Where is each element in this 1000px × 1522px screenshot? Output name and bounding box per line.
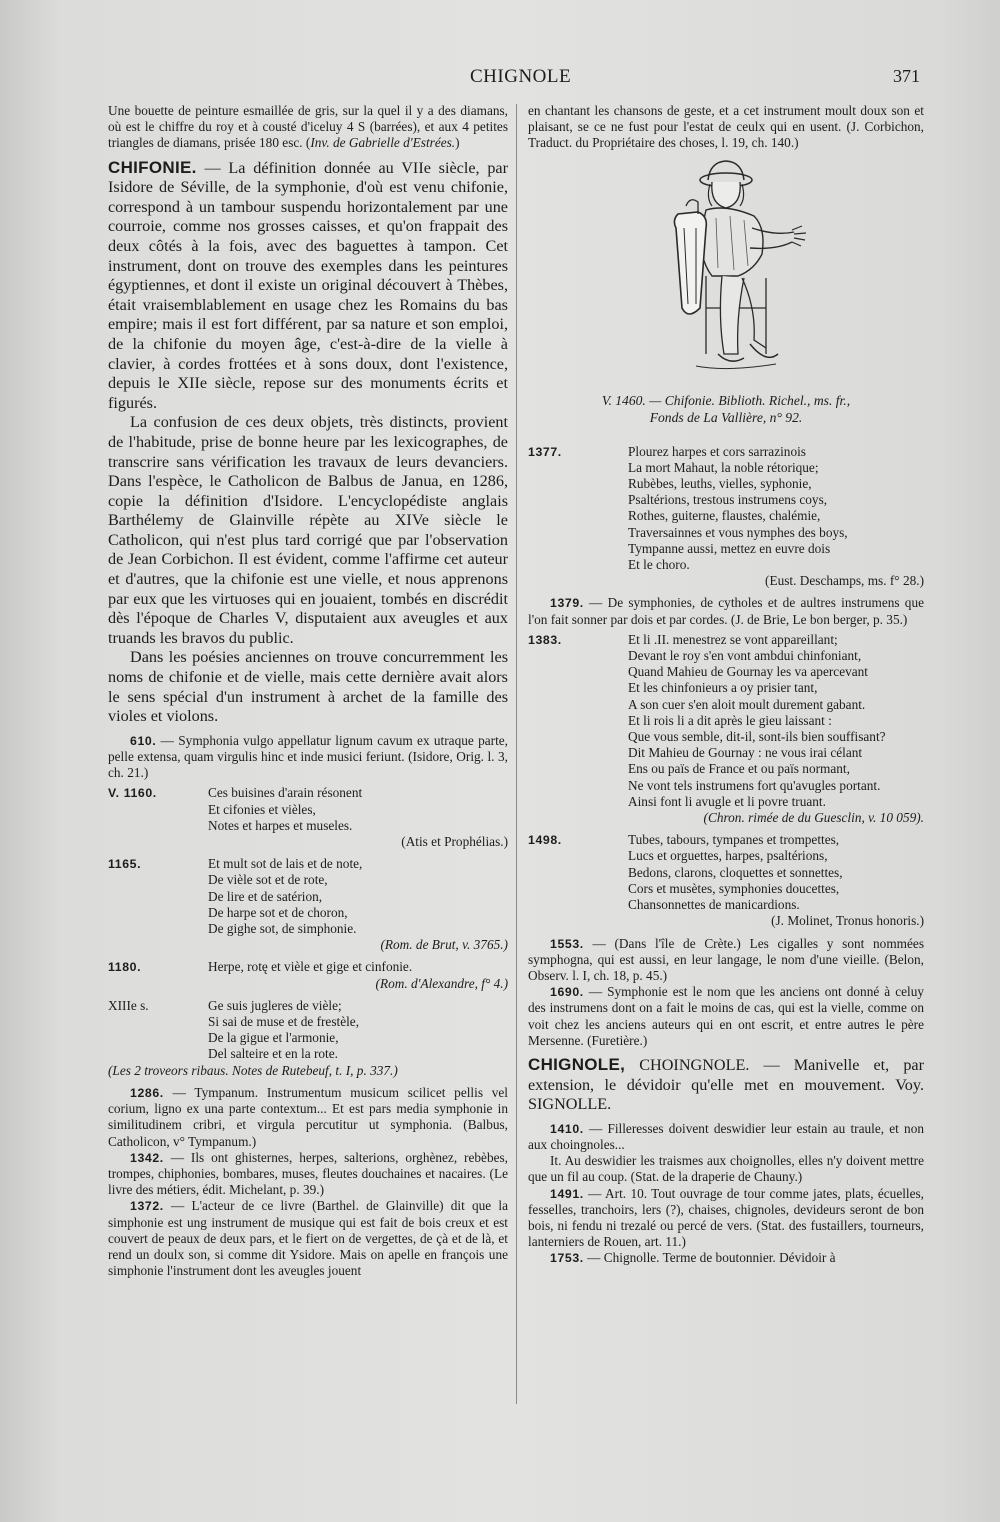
left-column xyxy=(108,103,508,1279)
quote-1377 xyxy=(528,444,924,590)
quote-source: (J. Molinet, Tronus honoris.) xyxy=(771,913,924,929)
verse-line: Psaltérions, trestous instrumens coys, xyxy=(628,492,828,508)
quote-1165 xyxy=(108,856,508,953)
quote-1379 xyxy=(528,595,924,627)
quote-1498 xyxy=(528,832,924,929)
quote-date: 1342. xyxy=(130,1150,164,1165)
quote-1383 xyxy=(528,632,924,826)
verse-line: La mort Mahaut, la noble rétorique; xyxy=(628,459,819,475)
chifonie-entry xyxy=(108,158,508,414)
intro-close: ) xyxy=(455,135,460,151)
verse-line: De harpe sot et de choron, xyxy=(208,904,348,920)
quote-text: — Ils ont ghisternes, herpes, salterions, orghènez, rebèbes, trompes, chiphonies, bombares, muses, fleutes douchaines et nacaires. (Le livre des métiers, édit. Michelant, p. 39.) xyxy=(108,1149,508,1198)
verse-line: Devant le roy s'en vont ambdui chinfoniant, xyxy=(628,648,862,664)
verse-line: Ne vont tels instrumens fort qu'avugles portant. xyxy=(628,777,881,793)
verse-line: Herpe, rotę et vièle et gige et cinfonie. xyxy=(208,959,413,975)
chifonie-paragraph-2: La confusion de ces deux objets, très distincts, provient de l'habitude, prise de bonne heure par les lexicographes, de transcrire sans vérification les travaux de leurs devanciers. Dans l'espèce, le Catholicon de Balbus de Janua, en 1286, copie la définition d'Isidore. L'encyclopédiste anglais Barthélemy de Glainville répète au XIVe siècle le Catholicon, qui n'est plus tard corrigé que par l'observation de Jean Corbichon. Il est évident, comme l'affirme cet auteur et d'autres, que la chifonie est une vielle, et nous apprenons par eux que les virtuoses qui en jouaient, tombés en discrédit dès l'époque de Charles V, disputaient aux aveugles et aux truands les bravos du public. xyxy=(108,413,508,647)
quote-1342 xyxy=(108,1150,508,1199)
quote-text: — Chignolle. Terme de boutonnier. Dévidoir à xyxy=(587,1250,836,1266)
verse-line: Tympanne aussi, mettez en euvre dois xyxy=(628,540,831,556)
verse-line: De gighe sot, de simphonie. xyxy=(208,921,357,937)
intro-line: il y a des diamans, où est le chiffre du roy et à cousté xyxy=(108,103,508,135)
entry-title-chignole: CHIGNOLE, xyxy=(528,1054,626,1074)
verse-line: Bedons, clarons, cloquettes et sonnettes, xyxy=(628,864,843,880)
quote-date: 1491. xyxy=(550,1186,584,1201)
verse-line: Rubèbes, leuths, vielles, syphonie, xyxy=(628,476,812,492)
quote-1410-item: It. Au deswidier les traismes aux choignolles, elles n'y doivent mettre que un fil au coup. (Stat. de la draperie de Chauny.) xyxy=(528,1153,924,1185)
verse-line: Que vous semble, dit-il, sont-ils bien souffisant? xyxy=(628,729,886,745)
verse-line: De vièle sot et de rote, xyxy=(208,872,328,888)
quote-date: 1383. xyxy=(528,632,562,647)
quote-date: V. 1160. xyxy=(108,786,157,801)
quote-text: — Filleresses doivent deswidier leur estain au traule, et non aux choingnoles... xyxy=(528,1120,924,1152)
quote-1553 xyxy=(528,936,924,985)
quote-date: 1372. xyxy=(130,1199,164,1214)
quote-source: (Rom. de Brut, v. 3765.) xyxy=(380,937,508,953)
verse-line: De lire et de satérion, xyxy=(208,888,323,904)
quote-date: 1286. xyxy=(130,1085,164,1100)
verse-line: Rothes, guiterne, flaustes, chalémie, xyxy=(628,508,821,524)
quote-1180 xyxy=(108,959,508,991)
quote-1410 xyxy=(528,1121,924,1153)
running-title: CHIGNOLE xyxy=(470,66,572,87)
verse-line: Lucs et orguettes, harpes, psaltérions, xyxy=(628,848,828,864)
verse-line: A son cuer s'en aloit moult durement gabant. xyxy=(628,696,866,712)
verse-line: De la gigue et l'armonie, xyxy=(208,1030,339,1046)
chifonie-paragraph-1: — La définition donnée au VIIe siècle, par Isidore de Séville, de la symphonie, d'où est venu chifonie, correspond à un tambour suspendu horizontalement par une courroie, comme nos grosses caisses, et qu'on frappait des deux côtés à la fois, avec des baguettes à tampon. Cet instrument, dont on trouve des exemples dans les peintures égyptiennes, et dont il existe un original découvert à Thèbes, était vraisemblablement en usage chez les Romains du bas empire; mais il est fort différent, par sa nature et son emploi, de la chifonie du moyen âge, c'est-à-dire de la vielle à clavier, à cordes frottées et à sons doux, dont l'existence, depuis le XIIe siècle, repose sur des monuments écrits et figurés. xyxy=(108,158,509,412)
verse-line: Et mult sot de lais et de note, xyxy=(208,856,363,872)
column-divider xyxy=(516,104,517,1404)
quote-date: 1498. xyxy=(528,833,562,848)
quote-source: (Atis et Prophélias.) xyxy=(401,834,508,850)
entry-variant: CHOINGNOLE. xyxy=(639,1055,750,1074)
chignole-entry xyxy=(528,1055,924,1115)
quote-text: — L'acteur de ce livre (Barthel. de Glainville) dit que la simphonie est ung instrument de musique qui est fait de bois creux et est couvert de peaux de deux pars, et le fiert on de vergettes, de çà et de là, et rend un doulx son, si comme dit Ysidore. Mais on apelle en françois une simphonie l'instrument dont les aveugles jouent xyxy=(108,1198,508,1279)
quote-source: (Eust. Deschamps, ms. f° 28.) xyxy=(765,573,924,589)
quote-1286 xyxy=(108,1085,508,1150)
verse-line: Ces buisines d'arain résonent xyxy=(208,785,363,801)
quote-date: 1410. xyxy=(550,1121,584,1136)
verse-line: Et li rois li a dit après le gieu laissant : xyxy=(628,712,832,728)
verse-line: Cors et musètes, symphonies doucettes, xyxy=(628,880,840,896)
verse-line: Et cifonies et vièles, xyxy=(208,801,316,817)
verse-line: Et les chinfonieurs a oy prisier tant, xyxy=(628,680,818,696)
verse-line: Quand Mahieu de Gournay les va apercevant xyxy=(628,664,868,680)
quote-text: — Symphonia vulgo appellatur lignum cavum ex utraque parte, pelle extensa, quam virgulis hinc et inde musici feriunt. (Isidore, Orig. l. 3, ch. 21.) xyxy=(108,732,509,781)
verse-line: Ainsi font li avugle et li povre truant. xyxy=(628,793,826,809)
quote-date: 610. xyxy=(130,733,157,748)
verse-line: Et li .II. menestrez se vont appareillant; xyxy=(628,631,838,647)
quote-1491 xyxy=(528,1186,924,1251)
quote-text: — Symphonie est le nom que les anciens ont donné à celuy des instrumens dont on a fait le moins de cas, qui est la vielle, comme on voit chez les anciens auteurs qui en ont escrit, et entre autres le père Mersenne. (Furetière.) xyxy=(528,984,924,1048)
quote-1372 xyxy=(108,1198,508,1279)
entry-title-chifonie: CHIFONIE. xyxy=(108,157,197,177)
intro-line: Une bouette de peinture esmaillée de gris, sur la quel xyxy=(108,103,401,118)
chignole-definition: — Manivelle et, par extension, le dévidoir qu'elle met en mouvement. Voy. SIGNOLLE. xyxy=(528,1055,924,1114)
intro-line: d'iceluy 4 S (barrées), et aux 4 petites triangles de diamans, xyxy=(108,119,508,151)
quote-text: — De symphonies, de cytholes et de aultres instrumens que l'on fait sonner par dois et par cordes. (J. de Brie, Le bon berger, p. 35.) xyxy=(528,595,924,627)
quote-date: 1180. xyxy=(108,960,142,975)
chifonie-player-illustration-icon xyxy=(626,158,826,388)
quote-source: (Les 2 troveors ribaus. Notes de Rutebeuf, t. I, p. 337.) xyxy=(108,1062,398,1078)
intro-line: prisée 180 esc. ( xyxy=(223,135,311,151)
quote-13th-century xyxy=(108,998,508,1079)
figure-caption-line: V. 1460. — Chifonie. Biblioth. Richel., ms. fr., xyxy=(601,392,851,408)
page-number: 371 xyxy=(893,66,920,86)
page-header xyxy=(0,66,1000,92)
verse-line: Et le choro. xyxy=(628,557,690,573)
verse-line: Chansonnettes de manicardions. xyxy=(628,897,800,913)
verse-line: Ens ou païs de France et ou païs normant, xyxy=(628,761,850,777)
quote-1160 xyxy=(108,785,508,850)
quote-1372-continued: en chantant les chansons de geste, et a cet instrument moult doux son et plaisant, se ce ne fust pour l'estat de ceulx qui en usent. (J. Corbichon, Traduct. du Propriétaire des choses, l. 19, ch. 140.) xyxy=(528,103,924,151)
quote-date: 1753. xyxy=(550,1251,584,1266)
verse-line: Plourez harpes et cors sarrazinois xyxy=(628,443,806,459)
quote-source: (Rom. d'Alexandre, f° 4.) xyxy=(375,975,508,991)
quote-date: 1379. xyxy=(550,596,584,611)
quote-1753 xyxy=(528,1250,924,1266)
quote-text: — Art. 10. Tout ouvrage de tour comme jates, plats, écuelles, fesselles, tranchoirs, lers (?), chaises, chignoles, devideurs seront de bon bois, ni fendu ni trezalé ou percé de vers. (Stat. des fustaillers, tourneurs, lanterniers de Rouen, art. 11.) xyxy=(528,1185,925,1250)
verse-line: Notes et harpes et museles. xyxy=(208,817,353,833)
quote-610 xyxy=(108,733,508,782)
quote-text: — Tympanum. Instrumentum musicum scilicet pellis vel corium, ligno ex una parte contextum... Et est pars media symphonie in similitudinem cribri, et virgula percutitur ut symphonia. (Balbus, Catholicon, v° Tympanum.) xyxy=(108,1084,509,1149)
chifonie-paragraph-3: Dans les poésies anciennes on trouve concurremment les noms de chifonie et de vielle, mais cette dernière avait alors le sens spécial d'un instrument à archet de la famille des violes et violons. xyxy=(108,648,508,726)
quote-1690 xyxy=(528,984,924,1049)
quote-date: 1553. xyxy=(550,936,584,951)
right-column xyxy=(528,103,924,1267)
quote-text: — (Dans l'île de Crète.) Les cigalles y sont nommées symphogna, qui est aussi, en leur langage, le nom d'une vieille. (Belon, Observ. l. I, ch. 18, p. 45.) xyxy=(528,935,924,983)
verse-line: Dit Mahieu de Gournay : ne vous irai célant xyxy=(628,745,863,761)
quote-date: XIIIe s. xyxy=(108,997,149,1013)
verse-line: Traversainnes et vous nymphes des boys, xyxy=(628,524,848,540)
quote-date: 1690. xyxy=(550,985,584,1000)
verse-line: Ge suis jugleres de vièle; xyxy=(208,997,342,1013)
quote-date: 1165. xyxy=(108,857,142,872)
verse-line: Del salteire et en la rote. xyxy=(208,1046,338,1062)
quote-date: 1377. xyxy=(528,444,562,459)
verse-line: Tubes, tabours, tympanes et trompettes, xyxy=(628,832,840,848)
quote-source: (Chron. rimée de du Guesclin, v. 10 059). xyxy=(703,810,924,826)
figure-caption xyxy=(528,392,924,426)
intro-paragraph xyxy=(108,103,508,152)
verse-line: Si sai de muse et de frestèle, xyxy=(208,1014,360,1030)
figure-caption-line: Fonds de La Vallière, n° 92. xyxy=(649,409,803,425)
intro-source: Inv. de Gabrielle d'Estrées. xyxy=(310,135,456,151)
